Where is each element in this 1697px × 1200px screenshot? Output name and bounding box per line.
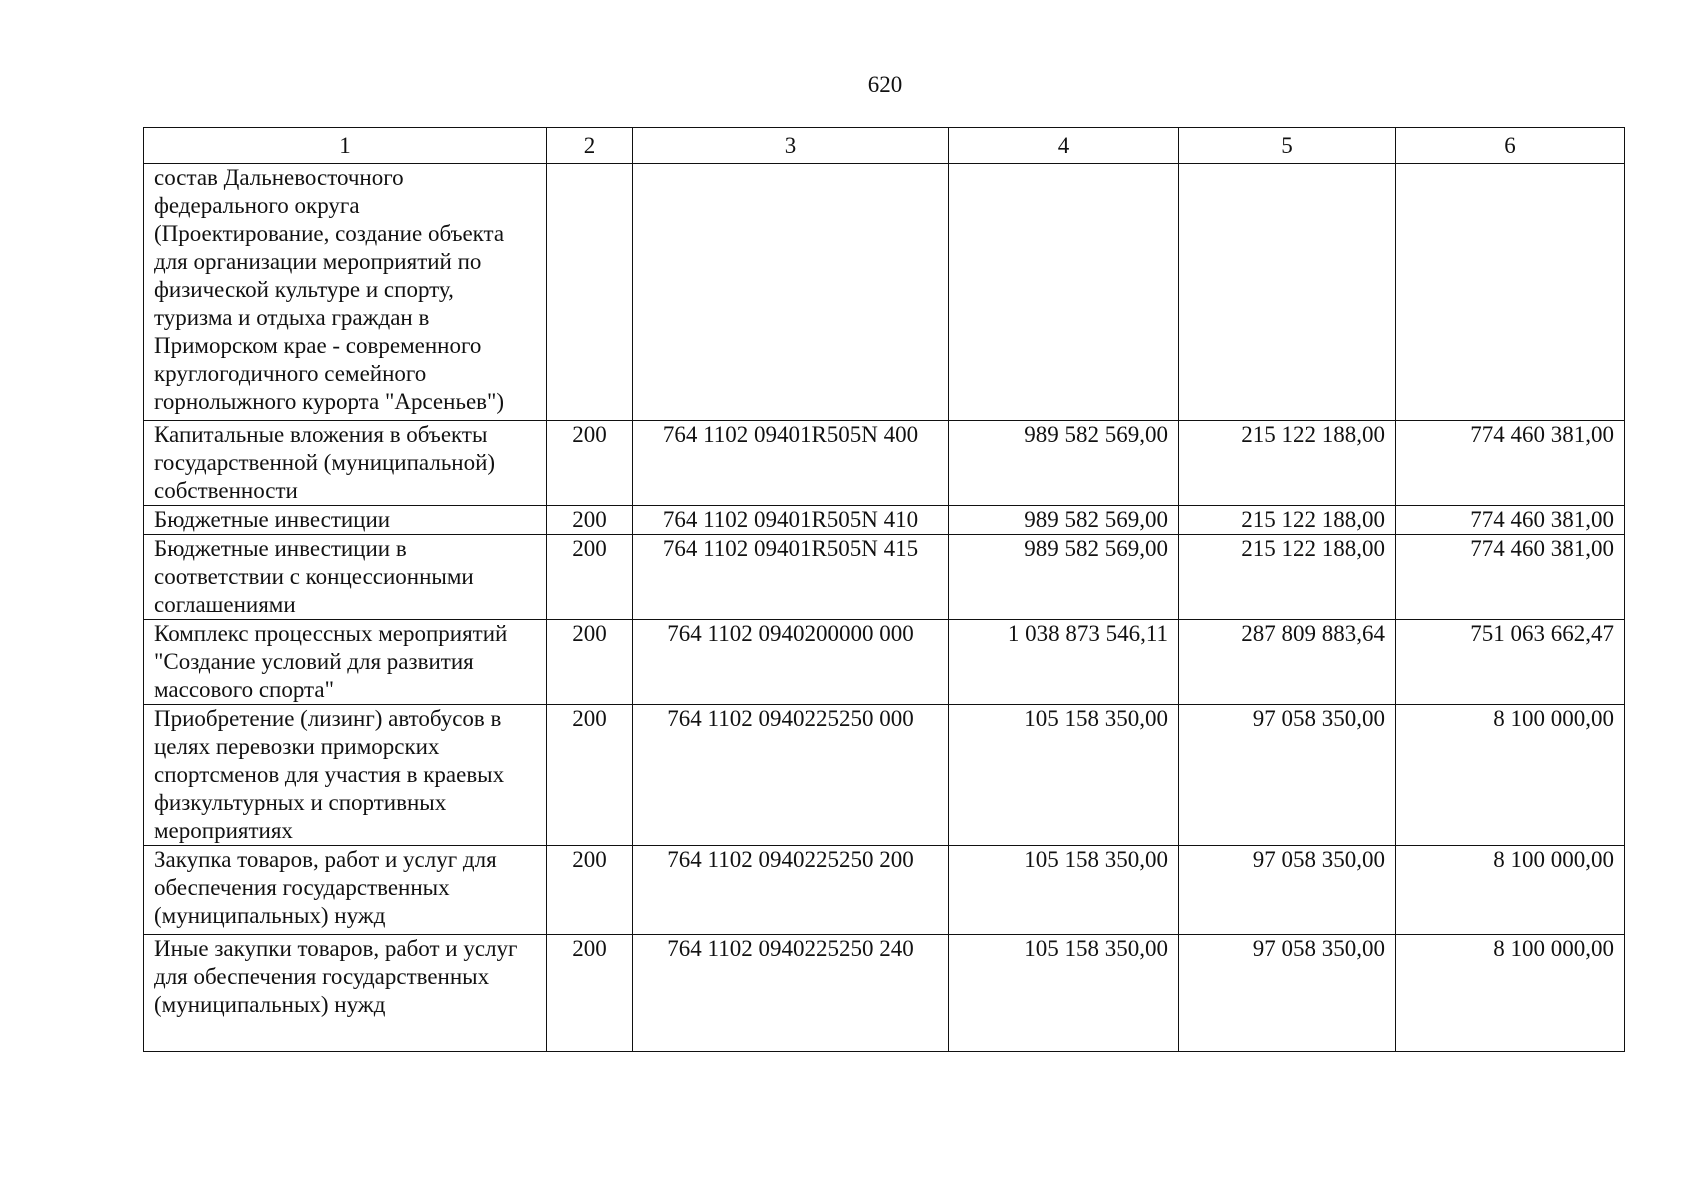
row-name-cell: Приобретение (лизинг) автобусов в целях перевозки приморских спортсменов для участия в краевых физкультурных и спортивных мероприятиях <box>144 705 547 846</box>
row-classification-cell: 764 1102 0940225250 200 <box>633 846 949 935</box>
row-value-6-cell: 774 460 381,00 <box>1396 506 1625 535</box>
row-value-5-cell: 97 058 350,00 <box>1179 705 1396 846</box>
row-code-cell: 200 <box>547 705 633 846</box>
table-row <box>144 935 1625 1052</box>
column-header-1: 1 <box>144 128 547 164</box>
row-name-cell: состав Дальневосточного федерального округа (Проектирование, создание объекта для организации мероприятий по физической культуре и спорту, туризма и отдыха граждан в Приморском крае - современного круглогодичного семейного горнолыжного курорта "Арсеньев") <box>144 164 547 421</box>
row-code-cell: 200 <box>547 846 633 935</box>
row-classification-cell: 764 1102 0940200000 000 <box>633 620 949 705</box>
row-value-5-cell: 287 809 883,64 <box>1179 620 1396 705</box>
row-name-cell: Комплекс процессных мероприятий "Создание условий для развития массового спорта" <box>144 620 547 705</box>
row-value-6-cell <box>1396 164 1625 421</box>
row-value-6-cell: 8 100 000,00 <box>1396 846 1625 935</box>
row-value-5-cell: 97 058 350,00 <box>1179 846 1396 935</box>
row-total-cell: 105 158 350,00 <box>949 705 1179 846</box>
table-row <box>144 620 1625 705</box>
column-header-2: 2 <box>547 128 633 164</box>
row-value-6-cell: 751 063 662,47 <box>1396 620 1625 705</box>
row-total-cell: 105 158 350,00 <box>949 935 1179 1052</box>
column-header-4: 4 <box>949 128 1179 164</box>
row-code-cell <box>547 164 633 421</box>
row-code-cell: 200 <box>547 421 633 506</box>
page-number: 620 <box>867 72 903 97</box>
row-value-6-cell: 774 460 381,00 <box>1396 421 1625 506</box>
column-header-5: 5 <box>1179 128 1396 164</box>
row-value-5-cell: 215 122 188,00 <box>1179 421 1396 506</box>
table-row <box>144 164 1625 421</box>
row-classification-cell: 764 1102 09401R505N 400 <box>633 421 949 506</box>
table-row <box>144 421 1625 506</box>
row-code-cell: 200 <box>547 506 633 535</box>
row-value-6-cell: 774 460 381,00 <box>1396 535 1625 620</box>
row-classification-cell: 764 1102 0940225250 240 <box>633 935 949 1052</box>
row-classification-cell: 764 1102 09401R505N 410 <box>633 506 949 535</box>
table-row <box>144 846 1625 935</box>
table-row <box>144 535 1625 620</box>
table-row <box>144 506 1625 535</box>
budget-table <box>143 127 1625 1052</box>
row-value-5-cell: 215 122 188,00 <box>1179 535 1396 620</box>
row-total-cell: 105 158 350,00 <box>949 846 1179 935</box>
row-name-cell: Иные закупки товаров, работ и услуг для обеспечения государственных (муниципальных) нужд <box>144 935 547 1052</box>
row-name-cell: Бюджетные инвестиции в соответствии с концессионными соглашениями <box>144 535 547 620</box>
column-header-6: 6 <box>1396 128 1625 164</box>
table-header-row <box>144 128 1625 164</box>
row-code-cell: 200 <box>547 535 633 620</box>
row-value-6-cell: 8 100 000,00 <box>1396 935 1625 1052</box>
row-value-5-cell: 97 058 350,00 <box>1179 935 1396 1052</box>
row-code-cell: 200 <box>547 620 633 705</box>
row-value-5-cell: 215 122 188,00 <box>1179 506 1396 535</box>
row-total-cell <box>949 164 1179 421</box>
row-name-cell: Капитальные вложения в объекты государственной (муниципальной) собственности <box>144 421 547 506</box>
row-total-cell: 1 038 873 546,11 <box>949 620 1179 705</box>
table-row <box>144 705 1625 846</box>
row-classification-cell <box>633 164 949 421</box>
row-classification-cell: 764 1102 0940225250 000 <box>633 705 949 846</box>
row-name-cell: Бюджетные инвестиции <box>144 506 547 535</box>
column-header-3: 3 <box>633 128 949 164</box>
row-total-cell: 989 582 569,00 <box>949 421 1179 506</box>
row-classification-cell: 764 1102 09401R505N 415 <box>633 535 949 620</box>
row-name-cell: Закупка товаров, работ и услуг для обеспечения государственных (муниципальных) нужд <box>144 846 547 935</box>
row-value-5-cell <box>1179 164 1396 421</box>
row-code-cell: 200 <box>547 935 633 1052</box>
row-total-cell: 989 582 569,00 <box>949 535 1179 620</box>
row-value-6-cell: 8 100 000,00 <box>1396 705 1625 846</box>
row-total-cell: 989 582 569,00 <box>949 506 1179 535</box>
